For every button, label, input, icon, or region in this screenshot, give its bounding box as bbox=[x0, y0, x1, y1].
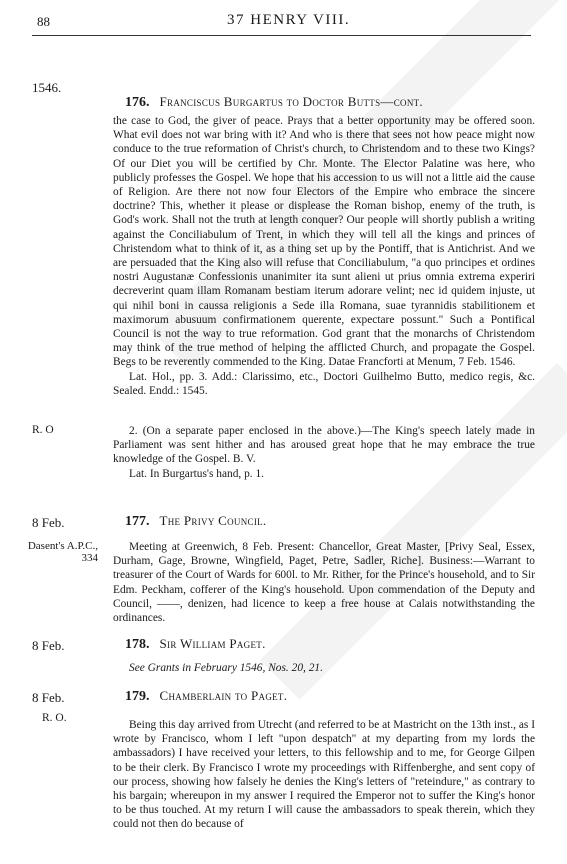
running-title: 37 HENRY VIII. bbox=[227, 12, 351, 28]
entry-number: 179. bbox=[125, 689, 150, 704]
entry-paragraph: Being this day arrived from Utrecht (and referred to be at Mastricht on the 13th inst., as I wrote by Francisco, whom I left "upon despatch" at my departing from my lords the ambassadors) I have received your letters, to this fellowship and to me, for George Gilpen to be their clerk. By Francisco I wrote my proceedings with Riffenberghe, and sent copy of our process, showing how falsely he denies the King's letters of "reteindure," as contrary to his bargain; whereupon in my answer I required the Emperor not to suffer the King's honor to be thus touched. At my return I will cause the ambassadors to speak therein, which they could not then do because of bbox=[113, 719, 535, 831]
margin-date: 8 Feb. bbox=[32, 690, 65, 705]
header-rule bbox=[32, 35, 531, 36]
entry-number: 176. bbox=[125, 95, 150, 110]
entry-179-heading bbox=[125, 688, 535, 705]
entry-title: Sir William Paget. bbox=[159, 636, 266, 651]
entry-178-heading bbox=[125, 636, 535, 653]
margin-year: 1546. bbox=[32, 80, 62, 95]
entry-title: Chamberlain to Paget. bbox=[159, 688, 288, 703]
entry-177-heading bbox=[125, 513, 535, 530]
entry-title: The Privy Council. bbox=[159, 513, 267, 528]
document-note: Lat. In Burgartus's hand, p. 1. bbox=[129, 467, 265, 480]
entry-178-body bbox=[113, 661, 535, 675]
margin-ref: R. O bbox=[32, 424, 54, 436]
entry-number: 177. bbox=[125, 514, 150, 529]
document-note: Lat. Hol., pp. 3. Add.: Clarissimo, etc., Doctori Guilhelmo Butto, medico regis, &c. Sealed. Endd.: 1545. bbox=[113, 370, 535, 397]
entry-paragraph: 2. (On a separate paper enclosed in the above.)—The King's speech lately made in Parliament was sent hither and has aroused great hope that he may embrace the true knowledge of the Gospel. B. V. bbox=[113, 425, 535, 466]
entry-paragraph: See Grants in February 1546, Nos. 20, 21. bbox=[129, 662, 323, 674]
margin-date: 8 Feb. bbox=[32, 638, 65, 653]
margin-ref: R. O. bbox=[42, 712, 67, 724]
entry-title: Franciscus Burgartus to Doctor Butts—cont. bbox=[159, 94, 423, 109]
entry-176-body bbox=[113, 114, 535, 398]
entry-179-body bbox=[113, 718, 535, 832]
page-number: 88 bbox=[37, 14, 50, 29]
entry-number: 178. bbox=[125, 637, 150, 652]
entry-176-heading bbox=[125, 94, 535, 111]
entry-176-item2 bbox=[113, 424, 535, 481]
entry-paragraph: the case to God, the giver of peace. Prays that a better opportunity may be offered soon. What evil does not war bring with it? And who is there that sees not how peace might now conduce to the true reformation of Christ's church, to Christendom and to these two Kings? Of our Diet you will be certified by Chr. Monte. The Elector Palatine was here, who publicly professes the Gospel. We hope that his accession to us will not a little aid the cause of Religion. Are there not now four Electors of the Empire who embrace the sincere doctrine? This, whether it please or displease the Roman bishop, enemy of the truth, is God's work. Shall not the truth at length conquer? Our people will shortly publish a writing against the Conciliabulum of Trent, in which they will tell all the kings and princes of Christendom what to think of it, as a thing set up by the Pontiff, that is Antichrist. And we are persuaded that the King also will refuse that Conciliabulum, "a quo principes et ordines nostri Augustanæ Confessionis unanimiter ita sunt alieni ut prius omnia extrema experiri decreverint quam illam Romanam bestiam iterum adorare velint; nec id quidem injuste, ut qui nihil boni in caussa religionis a Sede illa Romana, suae tyrannidis stabilitionem et maximorum abusuum confirmationem querente, expectare possunt." Such a Pontifical Council is not the way to true reformation. God grant that the monarchs of Christendom may think of the true method of helping the afflicted Church, and propagate the Gospel. Begs to be reverently commended to the King. Datae Francforti at Menum, 7 Feb. 1546. bbox=[113, 115, 535, 369]
margin-date: 8 Feb. bbox=[32, 515, 65, 530]
entry-paragraph: Meeting at Greenwich, 8 Feb. Present: Chancellor, Great Master, [Privy Seal, Essex, Durham, Gage, Browne, Wingfield, Paget, Petre, Sadler, Riche]. Business:—Warrant to treasurer of the Court of Wards for 600l. to Mr. Rither, for the Prince's household, and to Sir Edm. Peckham, cofferer of the King's household. Upon commendation of the Deputy and Council, ——, denizen, had licence to keep a free house at Calais notwithstanding the ordinances. bbox=[113, 541, 535, 625]
entry-177-body bbox=[113, 540, 535, 625]
margin-ref: Dasent's A.P.C., 334 bbox=[27, 540, 98, 564]
